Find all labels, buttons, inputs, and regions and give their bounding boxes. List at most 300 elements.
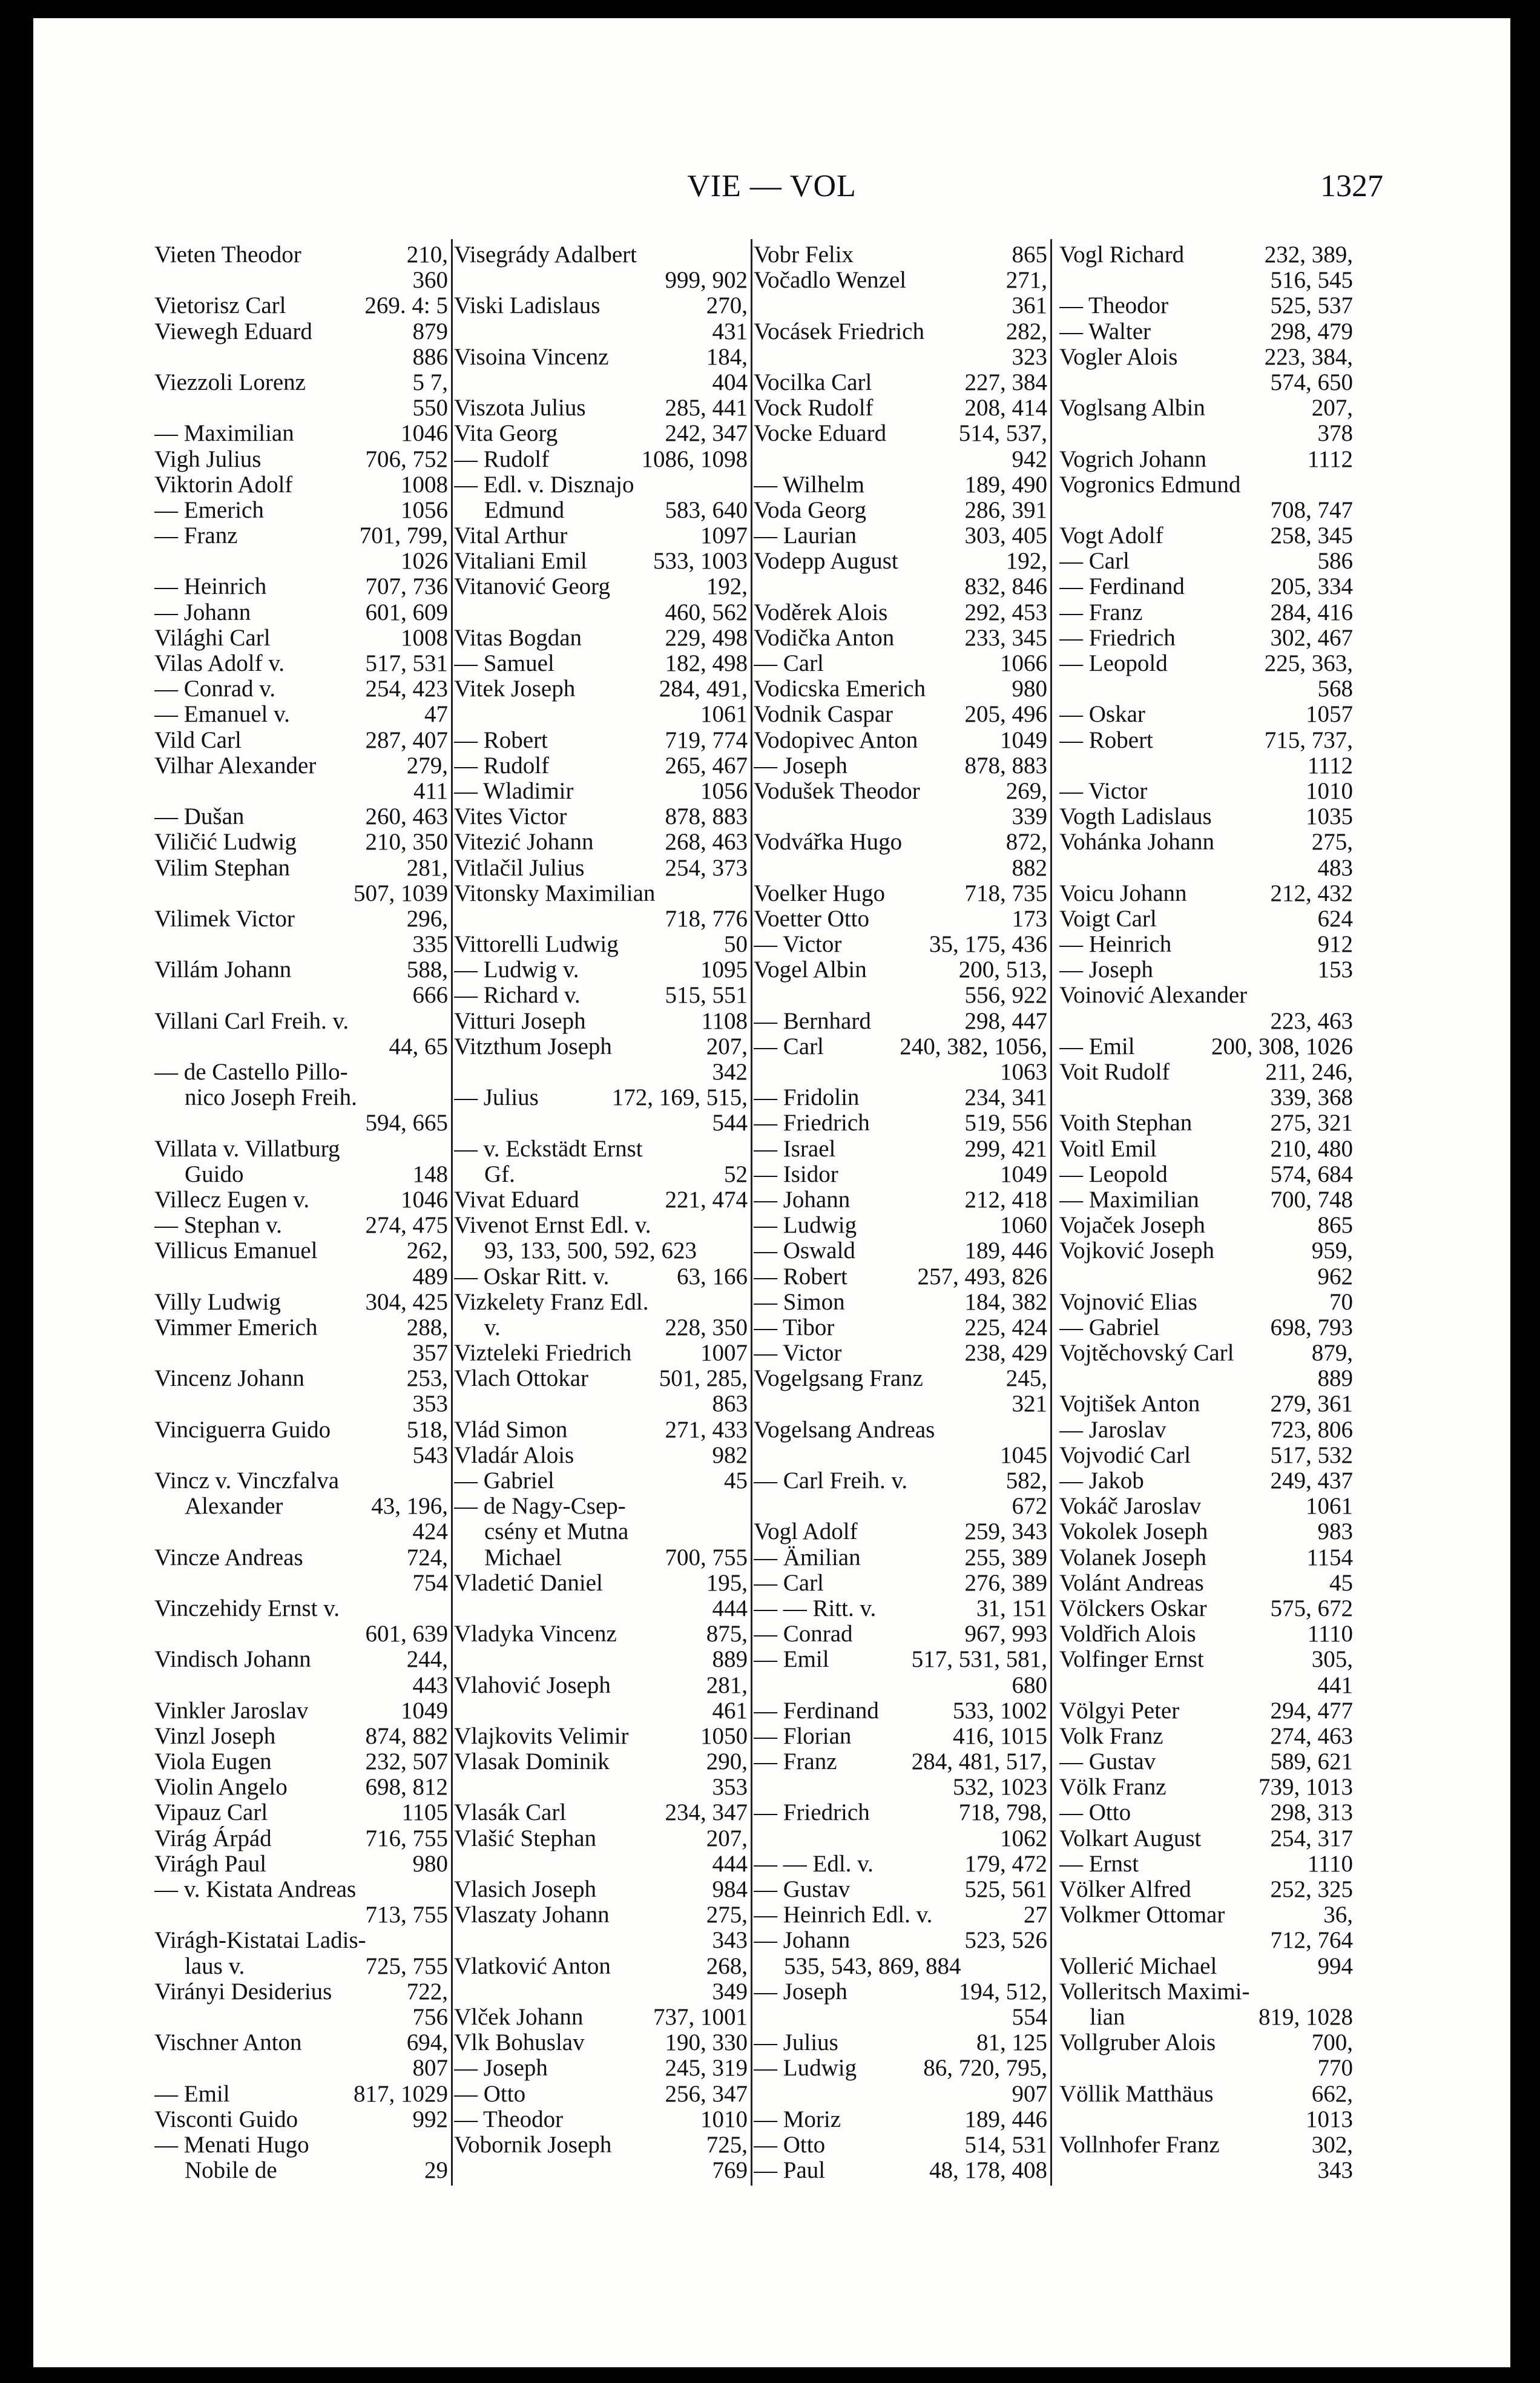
entry-pages: 343: [1317, 2157, 1353, 2184]
entry-pages: 1108: [701, 1007, 748, 1034]
entry-name: Vitturi Joseph: [454, 1008, 586, 1034]
index-entry: [754, 1110, 1047, 1136]
entry-pages: 233, 345: [964, 624, 1047, 651]
index-entry: [754, 242, 1047, 268]
index-entry: [154, 344, 448, 370]
entry-pages: 255, 389: [964, 1544, 1047, 1571]
entry-pages: 257, 493, 826: [917, 1263, 1047, 1290]
entry-name: Edmund: [484, 497, 565, 523]
entry-pages: [442, 1928, 448, 1953]
entry-name: Volfinger Ernst: [1059, 1647, 1204, 1673]
entry-pages: 207,: [1311, 395, 1353, 421]
entry-pages: 431: [712, 318, 748, 344]
entry-name: Vollgruber Alois: [1059, 2030, 1216, 2056]
index-entry: [1059, 1238, 1353, 1264]
entry-pages: 254, 373: [665, 854, 748, 881]
entry-pages: 992: [412, 2106, 448, 2132]
index-entry: [1059, 2132, 1353, 2158]
index-entry: [454, 1749, 748, 1775]
entry-name: — Jakob: [1059, 1468, 1144, 1494]
entry-pages: 27: [1024, 1902, 1047, 1928]
entry-name: — Victor: [754, 1340, 842, 1366]
entry-pages: 302,: [1311, 2131, 1353, 2158]
entry-name: Vlaszaty Johann: [454, 1902, 610, 1928]
entry-name: Vilim Stephan: [154, 855, 291, 881]
entry-pages: 190, 330: [665, 2029, 748, 2056]
entry-pages: 1110: [1307, 1850, 1353, 1877]
index-entry: [154, 728, 448, 753]
entry-name: Vitonsky Maximilian: [454, 880, 656, 906]
index-entry: [154, 1571, 448, 1596]
entry-pages: 1112: [1307, 446, 1353, 472]
entry-pages: 865: [1012, 242, 1047, 268]
index-entry: [1059, 1187, 1353, 1213]
entry-pages: 444: [712, 1850, 748, 1877]
entry-pages: 276, 389: [964, 1569, 1047, 1596]
entry-name: Villata v. Villatburg: [154, 1136, 340, 1162]
entry-pages: 662,: [1311, 2080, 1353, 2107]
entry-name: Völk Franz: [1059, 1775, 1167, 1801]
index-entry: [454, 1238, 748, 1264]
entry-pages: 999, 902: [665, 267, 748, 294]
entry-name: Vočadlo Wenzel: [754, 268, 907, 294]
entry-pages: 240, 382, 1056,: [900, 1033, 1047, 1060]
entry-pages: 1066: [1000, 650, 1047, 676]
entry-pages: 698, 812: [365, 1774, 448, 1801]
entry-name: Virág Árpád: [154, 1825, 272, 1851]
entry-name: Vimmer Emerich: [154, 1314, 318, 1340]
entry-pages: 285, 441: [665, 395, 748, 421]
index-entry: [754, 1698, 1047, 1724]
entry-pages: 718, 735: [964, 880, 1047, 906]
entry-pages: 589, 621: [1270, 1749, 1353, 1775]
entry-pages: 1008: [401, 471, 448, 498]
index-entry: [454, 1162, 748, 1187]
entry-name: — Robert: [1059, 727, 1153, 753]
index-entry: [1059, 2107, 1353, 2132]
entry-pages: 698, 793: [1270, 1314, 1353, 1340]
entry-pages: 271,: [1005, 267, 1047, 294]
index-entry: [454, 804, 748, 829]
entry-pages: 701, 799,: [359, 522, 448, 549]
entry-pages: 274, 475: [365, 1212, 448, 1239]
entry-pages: 296,: [406, 905, 448, 932]
entry-pages: 208, 414: [964, 395, 1047, 421]
entry-pages: 404: [712, 369, 748, 395]
entry-pages: 258, 345: [1270, 522, 1353, 549]
entry-pages: 274, 463: [1270, 1722, 1353, 1749]
entry-name: — Carl: [1059, 549, 1130, 575]
entry-pages: 1097: [700, 522, 748, 549]
entry-name: — Rudolf: [454, 446, 550, 472]
entry-name: — Franz: [1059, 599, 1143, 625]
entry-name: Vodicska Emerich: [754, 676, 926, 702]
entry-pages: 281,: [706, 1672, 748, 1698]
entry-name: — Gustav: [1059, 1749, 1156, 1775]
entry-name: Vivenot Ernst Edl. v.: [454, 1213, 651, 1239]
index-entry: [154, 1621, 448, 1647]
entry-pages: 700,: [1311, 2029, 1353, 2056]
index-entry: [454, 779, 748, 804]
entry-pages: 1062: [1000, 1825, 1047, 1851]
entry-pages: 227, 384: [964, 369, 1047, 395]
entry-pages: 807: [412, 2055, 448, 2081]
entry-pages: 349: [712, 1978, 748, 2005]
entry-name: — Friedrich: [754, 1110, 870, 1136]
entry-name: — v. Eckstädt Ernst: [454, 1136, 643, 1162]
entry-name: — Emil: [154, 2081, 230, 2107]
entry-pages: 1049: [1000, 1161, 1047, 1187]
index-entry: [754, 1238, 1047, 1264]
index-entry: [754, 600, 1047, 625]
entry-name: Vocásek Friedrich: [754, 318, 924, 344]
entry-name: — Otto: [1059, 1800, 1131, 1826]
entry-pages: 980: [1012, 676, 1047, 702]
entry-pages: 1060: [1000, 1212, 1047, 1239]
entry-pages: 5 7,: [412, 369, 448, 395]
entry-pages: 518,: [406, 1416, 448, 1443]
entry-pages: 153: [1317, 957, 1353, 983]
entry-pages: 81, 125: [976, 2029, 1047, 2056]
entry-pages: 200, 308, 1026: [1211, 1033, 1353, 1060]
entry-name: — Friedrich: [754, 1800, 870, 1826]
entry-name: Völgyi Peter: [1059, 1698, 1180, 1724]
index-entry: [154, 1902, 448, 1928]
index-entry: [754, 1417, 1047, 1443]
entry-name: lian: [1090, 2004, 1125, 2030]
index-entry: [454, 1800, 748, 1825]
entry-pages: 265, 467: [665, 752, 748, 779]
entry-pages: 31, 151: [976, 1595, 1047, 1621]
index-entry: [754, 2158, 1047, 2183]
entry-name: Vollerić Michael: [1059, 1953, 1217, 1979]
index-entry: [1059, 344, 1353, 370]
index-entry: [154, 370, 448, 395]
entry-pages: 275, 321: [1270, 1110, 1353, 1136]
entry-pages: 515, 551: [665, 982, 748, 1009]
entry-name: Vindisch Johann: [154, 1647, 311, 1673]
entry-pages: 517, 531: [365, 650, 448, 676]
entry-name: — Leopold: [1059, 1161, 1168, 1187]
entry-pages: [742, 881, 748, 906]
entry-name: — Bernhard: [754, 1008, 871, 1034]
entry-name: Vivat Eduard: [454, 1187, 579, 1213]
index-entry: [154, 1213, 448, 1238]
index-entry: [754, 549, 1047, 574]
index-entry: [1059, 2081, 1353, 2107]
entry-name: Viszota Julius: [454, 395, 586, 421]
entry-name: Voldřich Alois: [1059, 1621, 1196, 1647]
entry-pages: 519, 556: [964, 1110, 1047, 1136]
entry-name: Volk Franz: [1059, 1723, 1163, 1749]
entry-name: Viezzoli Lorenz: [154, 369, 306, 395]
index-entry: [754, 906, 1047, 932]
entry-name: — Israel: [754, 1136, 836, 1162]
entry-pages: 343: [712, 1927, 748, 1954]
index-entry: [754, 319, 1047, 344]
entry-name: — Joseph: [754, 1979, 847, 2005]
entry-name: Voinović Alexander: [1059, 983, 1248, 1009]
entry-pages: 444: [712, 1595, 748, 1621]
index-entry: [754, 472, 1047, 498]
entry-name: — — Ritt. v.: [754, 1595, 877, 1621]
entry-pages: 269,: [1005, 777, 1047, 804]
index-entry: [154, 498, 448, 523]
entry-name: Vizteleki Friedrich: [454, 1340, 632, 1366]
entry-pages: 533, 1003: [653, 548, 748, 575]
entry-pages: 706, 752: [365, 446, 448, 472]
index-entry: [154, 1673, 448, 1698]
entry-name: Villani Carl Freih. v.: [154, 1008, 349, 1034]
index-entry: [1059, 319, 1353, 344]
entry-pages: 1046: [401, 420, 448, 447]
index-entry: [1059, 1519, 1353, 1544]
entry-pages: 514, 537,: [958, 420, 1047, 447]
entry-pages: 1049: [401, 1697, 448, 1724]
index-entry: [754, 1928, 1047, 1953]
entry-pages: 516, 545: [1270, 267, 1353, 294]
entry-pages: 769: [712, 2157, 748, 2184]
entry-name: Viola Eugen: [154, 1749, 272, 1775]
entry-name: — Heinrich Edl. v.: [754, 1902, 933, 1928]
entry-name: Vlahović Joseph: [454, 1672, 611, 1698]
index-entry: [454, 1264, 748, 1290]
entry-name: Völckers Oskar: [1059, 1595, 1207, 1621]
index-entry: [1059, 651, 1353, 676]
entry-pages: 223, 463: [1270, 1007, 1353, 1034]
index-entry: [154, 1060, 448, 1085]
index-entry: [154, 1162, 448, 1187]
index-entry: [754, 1673, 1047, 1698]
index-page: [33, 18, 1510, 2367]
index-entry: [1059, 1698, 1353, 1724]
index-entry: [1059, 983, 1353, 1008]
index-entry: [154, 2107, 448, 2132]
entry-pages: 1010: [1306, 777, 1353, 804]
index-entry: [154, 1698, 448, 1724]
index-entry: [1059, 1621, 1353, 1647]
entry-pages: 284, 491,: [659, 676, 748, 702]
index-entry: [754, 1979, 1047, 2005]
entry-name: Vlád Simon: [454, 1417, 568, 1443]
index-entry: [454, 1417, 748, 1443]
entry-pages: [742, 472, 748, 498]
entry-name: Vinciguerra Guido: [154, 1417, 331, 1443]
index-entry: [754, 370, 1047, 395]
index-entry: [154, 574, 448, 599]
entry-name: Visconti Guido: [154, 2106, 298, 2132]
entry-name: Vogt Adolf: [1059, 523, 1163, 549]
index-entry: [154, 1954, 448, 1979]
entry-name: — Heinrich: [154, 574, 267, 600]
index-column-4: [1059, 242, 1353, 2183]
index-entry: [754, 2005, 1047, 2030]
index-entry: [454, 1673, 748, 1698]
entry-pages: 507, 1039: [354, 880, 448, 906]
entry-pages: 70: [1329, 1288, 1353, 1315]
entry-pages: 707, 736: [365, 573, 448, 600]
entry-pages: 52: [724, 1161, 748, 1187]
entry-pages: 205, 496: [964, 701, 1047, 728]
index-entry: [754, 804, 1047, 829]
entry-pages: 212, 432: [1270, 880, 1353, 906]
index-entry: [154, 1238, 448, 1264]
index-entry: [454, 1213, 748, 1238]
entry-pages: 189, 490: [964, 471, 1047, 498]
index-entry: [154, 319, 448, 344]
index-entry: [454, 1877, 748, 1902]
index-entry: [1059, 1902, 1353, 1928]
entry-name: — Joseph: [754, 753, 847, 779]
entry-pages: 574, 650: [1270, 369, 1353, 395]
index-entry: [154, 1775, 448, 1800]
index-entry: [754, 1034, 1047, 1060]
entry-name: Visoina Vincenz: [454, 344, 609, 370]
entry-pages: 1050: [700, 1722, 748, 1749]
entry-name: Vogelsang Andreas: [754, 1417, 935, 1443]
index-entry: [754, 1290, 1047, 1315]
entry-pages: 517, 531, 581,: [911, 1646, 1047, 1673]
index-entry: [754, 753, 1047, 779]
entry-name: — Julius: [454, 1085, 539, 1111]
entry-pages: 1026: [401, 548, 448, 575]
index-entry: [454, 1443, 748, 1468]
entry-pages: 195,: [706, 1569, 748, 1596]
index-entry: [454, 2158, 748, 2183]
entry-name: Vilimek Victor: [154, 906, 295, 932]
index-entry: [154, 2055, 448, 2081]
index-entry: [1059, 447, 1353, 472]
entry-pages: 254, 317: [1270, 1825, 1353, 1851]
entry-pages: 200, 513,: [958, 957, 1047, 983]
entry-pages: [442, 1060, 448, 1085]
entry-pages: 725, 755: [365, 1953, 448, 1979]
entry-pages: 424: [412, 1518, 448, 1545]
entry-pages: 192,: [1005, 548, 1047, 575]
entry-name: — Franz: [754, 1749, 837, 1775]
entry-name: Vogl Adolf: [754, 1519, 858, 1545]
index-entry: [454, 1954, 748, 1979]
index-entry: [1059, 1213, 1353, 1238]
entry-name: — de Nagy-Csep-: [454, 1494, 626, 1520]
entry-pages: 889: [1317, 1365, 1353, 1392]
entry-pages: 712, 764: [1270, 1927, 1353, 1954]
entry-pages: 1154: [1306, 1544, 1353, 1571]
index-entry: [154, 881, 448, 906]
entry-pages: 525, 561: [964, 1876, 1047, 1902]
entry-pages: 357: [412, 1340, 448, 1366]
entry-name: Visegrády Adalbert: [454, 242, 637, 268]
entry-pages: 205, 334: [1270, 573, 1353, 600]
index-entry: [454, 625, 748, 651]
index-entry: [1059, 1954, 1353, 1979]
entry-name: — — Edl. v.: [754, 1851, 874, 1877]
entry-name: — Franz: [154, 523, 238, 549]
entry-name: Vilas Adolf v.: [154, 651, 285, 676]
entry-pages: 525, 537: [1270, 292, 1353, 319]
index-entry: [1059, 1340, 1353, 1366]
entry-name: — Oskar: [1059, 702, 1145, 728]
index-entry: [154, 1290, 448, 1315]
index-entry: [754, 728, 1047, 753]
index-entry: [454, 370, 748, 395]
entry-pages: 287, 407: [365, 727, 448, 753]
entry-name: Volkart August: [1059, 1825, 1202, 1851]
entry-name: Vocilka Carl: [754, 369, 872, 395]
entry-pages: 583, 640: [665, 496, 748, 523]
entry-name: — Otto: [754, 2132, 826, 2158]
entry-pages: 1049: [1000, 727, 1047, 753]
entry-pages: 290,: [706, 1749, 748, 1775]
entry-name: Vinczehidy Ernst v.: [154, 1595, 340, 1621]
index-entry: [454, 1391, 748, 1417]
entry-pages: 878, 883: [964, 752, 1047, 779]
index-entry: [454, 1851, 748, 1877]
entry-name: Vladyka Vincenz: [454, 1621, 617, 1647]
index-entry: [1059, 1928, 1353, 1953]
entry-name: — Johann: [754, 1928, 851, 1954]
index-entry: [754, 447, 1047, 472]
entry-pages: 907: [1012, 2080, 1047, 2107]
entry-name: Voigt Carl: [1059, 906, 1157, 932]
entry-name: Voetter Otto: [754, 906, 870, 932]
index-entry: [754, 1264, 1047, 1290]
entry-name: Vitaliani Emil: [454, 549, 587, 575]
entry-name: — Maximilian: [1059, 1187, 1199, 1213]
entry-name: Virányi Desiderius: [154, 1979, 332, 2005]
entry-pages: 244,: [406, 1646, 448, 1673]
entry-name: — Maximilian: [154, 421, 294, 447]
entry-name: Volánt Andreas: [1059, 1570, 1204, 1596]
entry-pages: 302, 467: [1270, 624, 1353, 651]
index-entry: [754, 1468, 1047, 1494]
index-entry: [454, 932, 748, 957]
index-entry: [754, 1009, 1047, 1034]
entry-name: Vobornik Joseph: [454, 2132, 612, 2158]
entry-pages: [442, 2132, 448, 2158]
entry-pages: 192,: [706, 573, 748, 600]
index-entry: [454, 702, 748, 727]
index-entry: [454, 1775, 748, 1800]
entry-name: 535, 543, 869, 884: [784, 1953, 961, 1979]
index-entry: [454, 906, 748, 932]
entry-pages: 269. 4: 5: [364, 292, 448, 319]
entry-pages: 260, 463: [365, 803, 448, 830]
entry-pages: 1086, 1098: [641, 446, 748, 472]
entry-pages: 959,: [1311, 1238, 1353, 1264]
entry-pages: 725,: [706, 2131, 748, 2158]
entry-name: Viski Ladislaus: [454, 293, 601, 319]
entry-pages: 737, 1001: [653, 2003, 748, 2030]
index-entry: [154, 1340, 448, 1366]
entry-name: Vladár Alois: [454, 1442, 574, 1468]
entry-pages: 878, 883: [665, 803, 748, 830]
index-entry: [154, 829, 448, 855]
entry-pages: 298, 447: [964, 1007, 1047, 1034]
index-entry: [754, 421, 1047, 446]
entry-pages: 1061: [700, 701, 748, 728]
entry-pages: 294, 477: [1270, 1697, 1353, 1724]
index-entry: [754, 293, 1047, 318]
index-entry: [1059, 1060, 1353, 1085]
index-entry: [754, 1621, 1047, 1647]
entry-pages: 271, 433: [665, 1416, 748, 1443]
entry-pages: 716, 755: [365, 1825, 448, 1851]
index-entry: [454, 728, 748, 753]
index-entry: [154, 1877, 448, 1902]
index-entry: [754, 702, 1047, 727]
index-entry: [1059, 779, 1353, 804]
